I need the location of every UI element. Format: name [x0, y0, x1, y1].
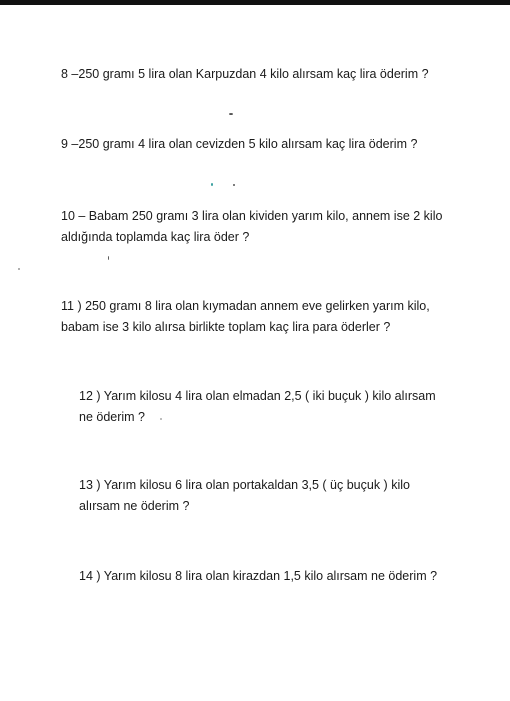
question-13-line-2: alırsam ne öderim ?	[79, 499, 190, 513]
question-11-line-1: 11 ) 250 gramı 8 lira olan kıymadan annem eve gelirken yarım kilo,	[61, 299, 430, 313]
question-13-line-1: 13 ) Yarım kilosu 6 lira olan portakaldan 3,5 ( üç buçuk ) kilo	[79, 478, 410, 492]
scan-speck	[108, 256, 109, 260]
scan-speck	[229, 113, 233, 115]
scan-top-edge	[0, 0, 510, 5]
question-10	[61, 206, 442, 248]
question-11-line-2: babam ise 3 kilo alırsa birlikte toplam kaç lira para öderler ?	[61, 320, 391, 334]
question-11	[61, 296, 430, 338]
question-12	[79, 386, 436, 428]
question-8	[61, 64, 429, 85]
question-14-line-1: 14 ) Yarım kilosu 8 lira olan kirazdan 1,5 kilo alırsam ne öderim ?	[79, 569, 438, 583]
question-13	[79, 475, 410, 517]
scan-speck	[211, 183, 213, 186]
scan-speck	[18, 268, 20, 270]
scan-speck	[233, 184, 235, 186]
question-10-line-1: 10 – Babam 250 gramı 3 lira olan kividen yarım kilo, annem ise 2 kilo	[61, 209, 443, 223]
question-10-line-2: aldığında toplamda kaç lira öder ?	[61, 230, 250, 244]
question-9	[61, 134, 417, 155]
question-8-line-1: 8 –250 gramı 5 lira olan Karpuzdan 4 kilo alırsam kaç lira öderim ?	[61, 67, 429, 81]
question-12-line-2: ne öderim ?	[79, 410, 146, 424]
question-12-line-1: 12 ) Yarım kilosu 4 lira olan elmadan 2,5 ( iki buçuk ) kilo alırsam	[79, 389, 436, 403]
question-9-line-1: 9 –250 gramı 4 lira olan cevizden 5 kilo alırsam kaç lira öderim ?	[61, 137, 418, 151]
question-14	[79, 566, 437, 587]
